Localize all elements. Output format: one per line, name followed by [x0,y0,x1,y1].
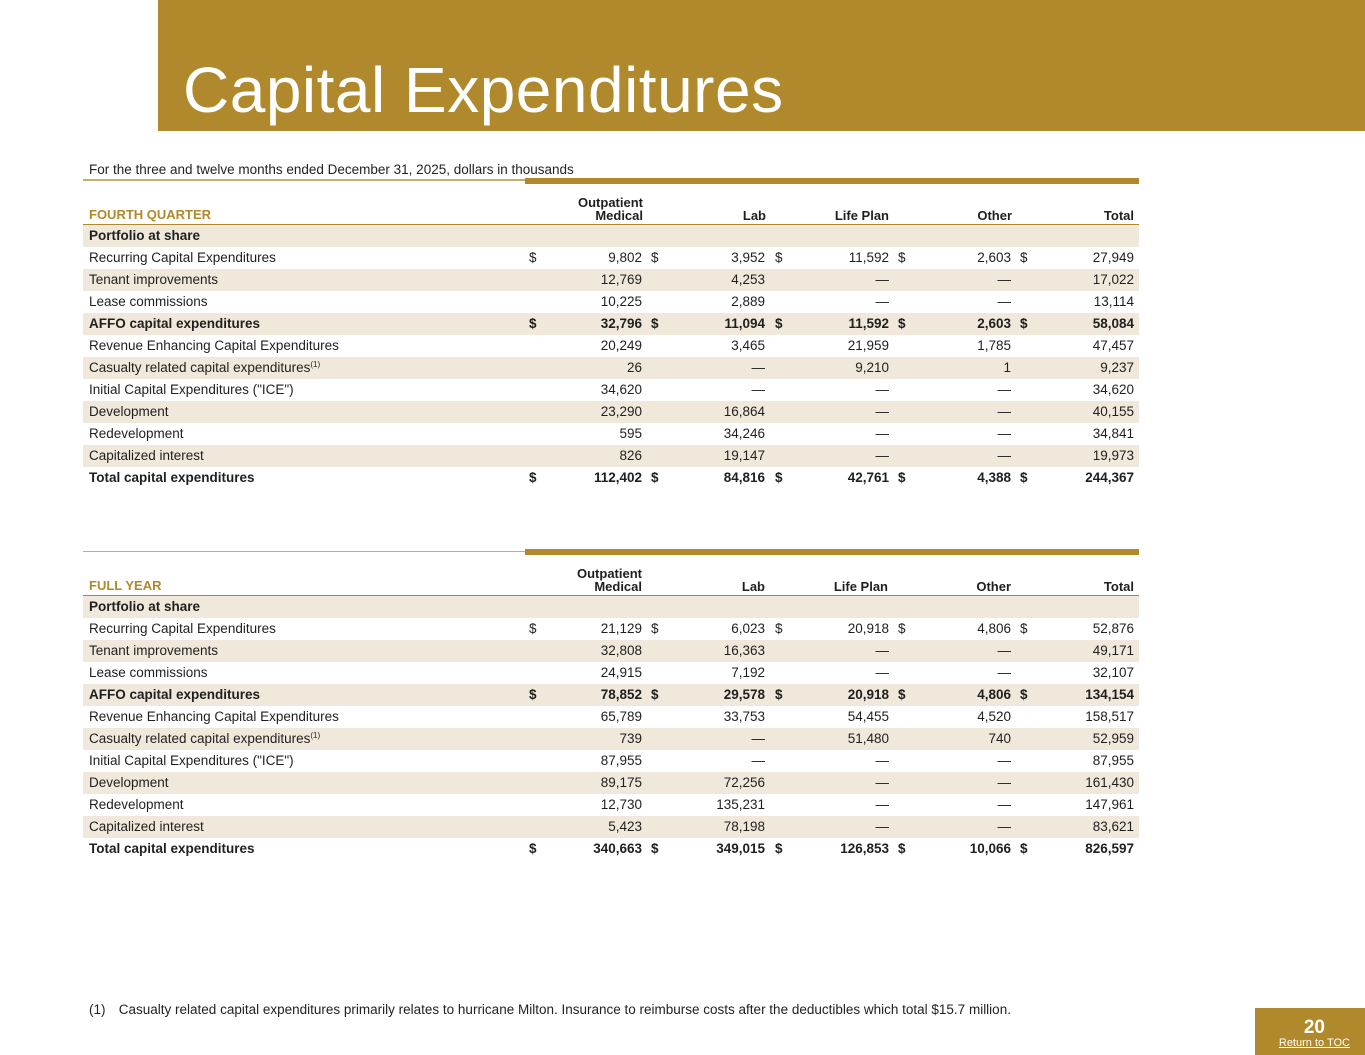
row-label [89,706,339,728]
table-row [83,618,1139,640]
table-row [83,640,1139,662]
value-life-plan: — [875,382,889,397]
column-header-line: Medical [595,208,643,223]
value-other: — [997,775,1011,790]
section-rule-left [83,551,525,552]
value-other: 4,520 [977,709,1011,724]
dollar-sign: $ [651,250,659,265]
value-total: 27,949 [1092,250,1134,265]
table-row [83,467,1139,489]
value-life-plan: — [875,643,889,658]
value-total: 134,154 [1085,687,1134,702]
value-lab: 29,578 [723,687,765,702]
dollar-sign: $ [529,316,537,331]
value-lab: 349,015 [716,841,765,856]
value-life-plan: — [875,448,889,463]
value-life-plan: — [875,426,889,441]
row-label-text: Tenant improvements [89,272,219,287]
table-row [83,816,1139,838]
row-label-text: Initial Capital Expenditures ("ICE") [89,382,294,397]
value-total: 161,430 [1085,775,1134,790]
page-number-box [1255,1008,1365,1055]
row-label [89,838,255,860]
value-outpatient-medical: 739 [619,731,642,746]
row-label [89,662,208,684]
value-total: 49,171 [1092,643,1134,658]
value-outpatient-medical: 87,955 [600,753,642,768]
value-lab: 4,253 [731,272,765,287]
value-lab: 6,023 [731,621,765,636]
value-outpatient-medical: 32,808 [600,643,642,658]
dollar-sign: $ [775,470,783,485]
column-header-outpatient-medical [553,551,642,593]
table-body [83,225,1139,489]
value-outpatient-medical: 78,852 [600,687,642,702]
footnote [89,1002,1011,1017]
row-label-text: Recurring Capital Expenditures [89,250,276,265]
dollar-sign: $ [651,841,659,856]
table-row [83,662,1139,684]
value-lab: 84,816 [723,470,765,485]
value-other: — [997,753,1011,768]
row-label-text: Revenue Enhancing Capital Expenditures [89,709,339,724]
table-row [83,247,1139,269]
row-label-text: Redevelopment [89,797,184,812]
dollar-sign: $ [1020,841,1028,856]
value-lab: 7,192 [731,665,765,680]
row-label-text: Portfolio at share [89,599,201,614]
dollar-sign: $ [1020,470,1028,485]
dollar-sign: $ [529,621,537,636]
section-label: FOURTH QUARTER [89,207,212,222]
value-life-plan: 20,918 [847,621,889,636]
value-total: 9,237 [1100,360,1134,375]
footnote-text: Casualty related capital expenditures primarily relates to hurricane Milton. Insurance to reimburse costs after the deductibles which total $15.7 million. [118,1002,1011,1017]
value-outpatient-medical: 21,129 [600,621,642,636]
value-other: — [997,819,1011,834]
value-lab: 34,246 [723,426,765,441]
dollar-sign: $ [651,621,659,636]
value-life-plan: 11,592 [848,316,889,331]
value-outpatient-medical: 9,802 [608,250,642,265]
value-life-plan: — [875,797,889,812]
value-outpatient-medical: 32,796 [600,316,642,331]
dollar-sign: $ [529,470,537,485]
value-other: 2,603 [977,250,1011,265]
value-other: 4,806 [977,621,1011,636]
dollar-sign: $ [529,841,537,856]
value-lab: 72,256 [723,775,765,790]
value-total: 83,621 [1092,819,1134,834]
value-lab: 11,094 [724,316,765,331]
table-row [83,225,1139,247]
value-total: 34,620 [1092,382,1134,397]
row-label [89,269,218,291]
return-to-toc-link[interactable]: Return to TOC [1278,1037,1350,1049]
table-subtitle: For the three and twelve months ended December 31, 2025, dollars in thousands [89,162,574,177]
value-life-plan: — [875,294,889,309]
dollar-sign: $ [775,250,783,265]
table-row [83,313,1139,335]
value-lab: 33,753 [723,709,765,724]
row-label-text: Development [89,404,169,419]
value-other: 4,806 [977,687,1011,702]
value-outpatient-medical: 65,789 [600,709,642,724]
row-label-text: Recurring Capital Expenditures [89,621,276,636]
section-label: FULL YEAR [89,578,162,593]
row-label [89,401,169,423]
row-label-text: Lease commissions [89,294,208,309]
row-label-text: Lease commissions [89,665,208,680]
dollar-sign: $ [898,841,906,856]
table-row [83,706,1139,728]
column-header-total: Total [1103,208,1134,223]
column-header-lab: Lab [741,579,765,594]
row-label-text: Casualty related capital expenditures [89,360,311,375]
row-label [89,247,276,269]
dollar-sign: $ [775,621,783,636]
row-label [89,772,169,794]
value-total: 13,114 [1093,294,1134,309]
column-header-total: Total [1103,579,1134,594]
row-label [89,335,339,357]
dollar-sign: $ [898,621,906,636]
value-life-plan: — [875,404,889,419]
table-row [83,596,1139,618]
column-header-outpatient-medical [553,180,643,222]
column-header-line: Medical [594,579,642,594]
row-label [89,357,320,379]
dollar-sign: $ [651,316,659,331]
value-outpatient-medical: 89,175 [600,775,642,790]
value-life-plan: 11,592 [848,250,889,265]
dollar-sign: $ [1020,250,1028,265]
row-label [89,728,320,750]
row-label-text: Capitalized interest [89,819,204,834]
dollar-sign: $ [1020,621,1028,636]
row-label-text: Capitalized interest [89,448,204,463]
row-label [89,618,276,640]
row-label [89,640,218,662]
row-label [89,423,184,445]
footnote-reference: (1) [310,360,321,369]
dollar-sign: $ [898,687,906,702]
value-other: 4,388 [977,470,1011,485]
table-row [83,269,1139,291]
row-label [89,794,184,816]
value-total: 32,107 [1092,665,1134,680]
footnote-reference: (1) [310,731,321,740]
value-total: 244,367 [1085,470,1134,485]
dollar-sign: $ [775,841,783,856]
row-label [89,225,200,247]
row-label-text: Total capital expenditures [89,841,255,856]
value-life-plan: 20,918 [847,687,889,702]
value-total: 58,084 [1092,316,1134,331]
row-label-text: Total capital expenditures [89,470,255,485]
table-row [83,291,1139,313]
row-label [89,467,255,489]
value-total: 52,959 [1092,731,1134,746]
value-outpatient-medical: 23,290 [600,404,642,419]
value-life-plan: 54,455 [847,709,889,724]
column-header-other: Other [977,208,1012,223]
value-total: 87,955 [1092,753,1134,768]
value-outpatient-medical: 10,225 [600,294,642,309]
row-label-text: Revenue Enhancing Capital Expenditures [89,338,339,353]
dollar-sign: $ [1020,316,1028,331]
dollar-sign: $ [898,316,906,331]
value-other: — [997,404,1011,419]
value-outpatient-medical: 5,423 [608,819,642,834]
dollar-sign: $ [898,250,906,265]
value-outpatient-medical: 112,402 [593,470,642,485]
dollar-sign: $ [775,316,783,331]
row-label [89,596,200,618]
value-outpatient-medical: 20,249 [600,338,642,353]
value-other: — [997,294,1011,309]
row-label-text: Casualty related capital expenditures [89,731,311,746]
row-label-text: AFFO capital expenditures [89,316,261,331]
value-life-plan: — [875,819,889,834]
table-row [83,379,1139,401]
value-lab: — [751,731,765,746]
value-other: 1 [1003,360,1011,375]
value-lab: — [751,382,765,397]
column-header-line: Outpatient [577,566,642,581]
column-header-lab: Lab [742,208,766,223]
value-outpatient-medical: 340,663 [593,841,642,856]
value-total: 47,457 [1092,338,1134,353]
row-label-text: AFFO capital expenditures [89,687,261,702]
table-body [83,596,1139,860]
value-lab: 78,198 [723,819,765,834]
dollar-sign: $ [898,470,906,485]
value-other: 2,603 [977,316,1011,331]
value-other: — [997,448,1011,463]
value-lab: 3,465 [731,338,765,353]
value-life-plan: 51,480 [847,731,889,746]
value-total: 34,841 [1092,426,1134,441]
value-life-plan: — [875,775,889,790]
table-row [83,335,1139,357]
value-lab: — [751,360,765,375]
value-outpatient-medical: 34,620 [600,382,642,397]
value-life-plan: — [875,272,889,287]
value-outpatient-medical: 24,915 [600,665,642,680]
table-row [83,401,1139,423]
table-row [83,684,1139,706]
table-row [83,750,1139,772]
value-total: 52,876 [1092,621,1134,636]
value-lab: 2,889 [731,294,765,309]
dollar-sign: $ [651,470,659,485]
value-lab: 135,231 [716,797,765,812]
value-other: 740 [988,731,1011,746]
row-label [89,684,260,706]
column-header-life-plan: Life Plan [833,579,888,594]
value-other: — [997,382,1011,397]
value-life-plan: — [875,753,889,768]
row-label-text: Initial Capital Expenditures ("ICE") [89,753,294,768]
row-label [89,750,294,772]
dollar-sign: $ [529,250,537,265]
row-label [89,816,204,838]
table-row [83,357,1139,379]
value-outpatient-medical: 595 [619,426,642,441]
value-other: 10,066 [969,841,1011,856]
value-total: 158,517 [1085,709,1134,724]
value-total: 17,022 [1092,272,1134,287]
column-header-life-plan: Life Plan [834,208,889,223]
row-label [89,445,204,467]
value-life-plan: 42,761 [847,470,889,485]
column-header-other: Other [976,579,1011,594]
value-life-plan: — [875,665,889,680]
row-label [89,379,294,401]
value-lab: — [751,753,765,768]
value-lab: 19,147 [723,448,765,463]
column-header-line: Outpatient [578,195,643,210]
value-other: — [997,426,1011,441]
table-row [83,794,1139,816]
table-row [83,838,1139,860]
value-other: — [997,797,1011,812]
value-lab: 16,363 [723,643,765,658]
value-lab: 16,864 [723,404,765,419]
row-label [89,313,260,335]
dollar-sign: $ [1020,687,1028,702]
value-other: — [997,643,1011,658]
value-total: 826,597 [1085,841,1134,856]
page-title: Capital Expenditures [183,54,784,126]
row-label-text: Development [89,775,169,790]
value-outpatient-medical: 26 [626,360,642,375]
footnote-mark: (1) [89,1002,106,1017]
row-label-text: Portfolio at share [89,228,201,243]
value-life-plan: 126,853 [840,841,889,856]
value-total: 40,155 [1092,404,1134,419]
value-other: — [997,272,1011,287]
row-label-text: Redevelopment [89,426,184,441]
dollar-sign: $ [529,687,537,702]
value-outpatient-medical: 826 [619,448,642,463]
value-other: — [997,665,1011,680]
value-total: 19,973 [1092,448,1134,463]
dollar-sign: $ [651,687,659,702]
row-label [89,291,208,313]
value-other: 1,785 [977,338,1011,353]
value-total: 147,961 [1085,797,1134,812]
page-number: 20 [1303,1017,1325,1038]
table-row [83,728,1139,750]
section-rule-left [83,180,525,181]
table-row [83,772,1139,794]
value-life-plan: 9,210 [855,360,889,375]
table-row [83,445,1139,467]
value-outpatient-medical: 12,730 [600,797,642,812]
row-label-text: Tenant improvements [89,643,219,658]
value-lab: 3,952 [731,250,765,265]
table-row [83,423,1139,445]
value-life-plan: 21,959 [847,338,889,353]
header-band [158,0,1365,131]
dollar-sign: $ [775,687,783,702]
value-outpatient-medical: 12,769 [600,272,642,287]
